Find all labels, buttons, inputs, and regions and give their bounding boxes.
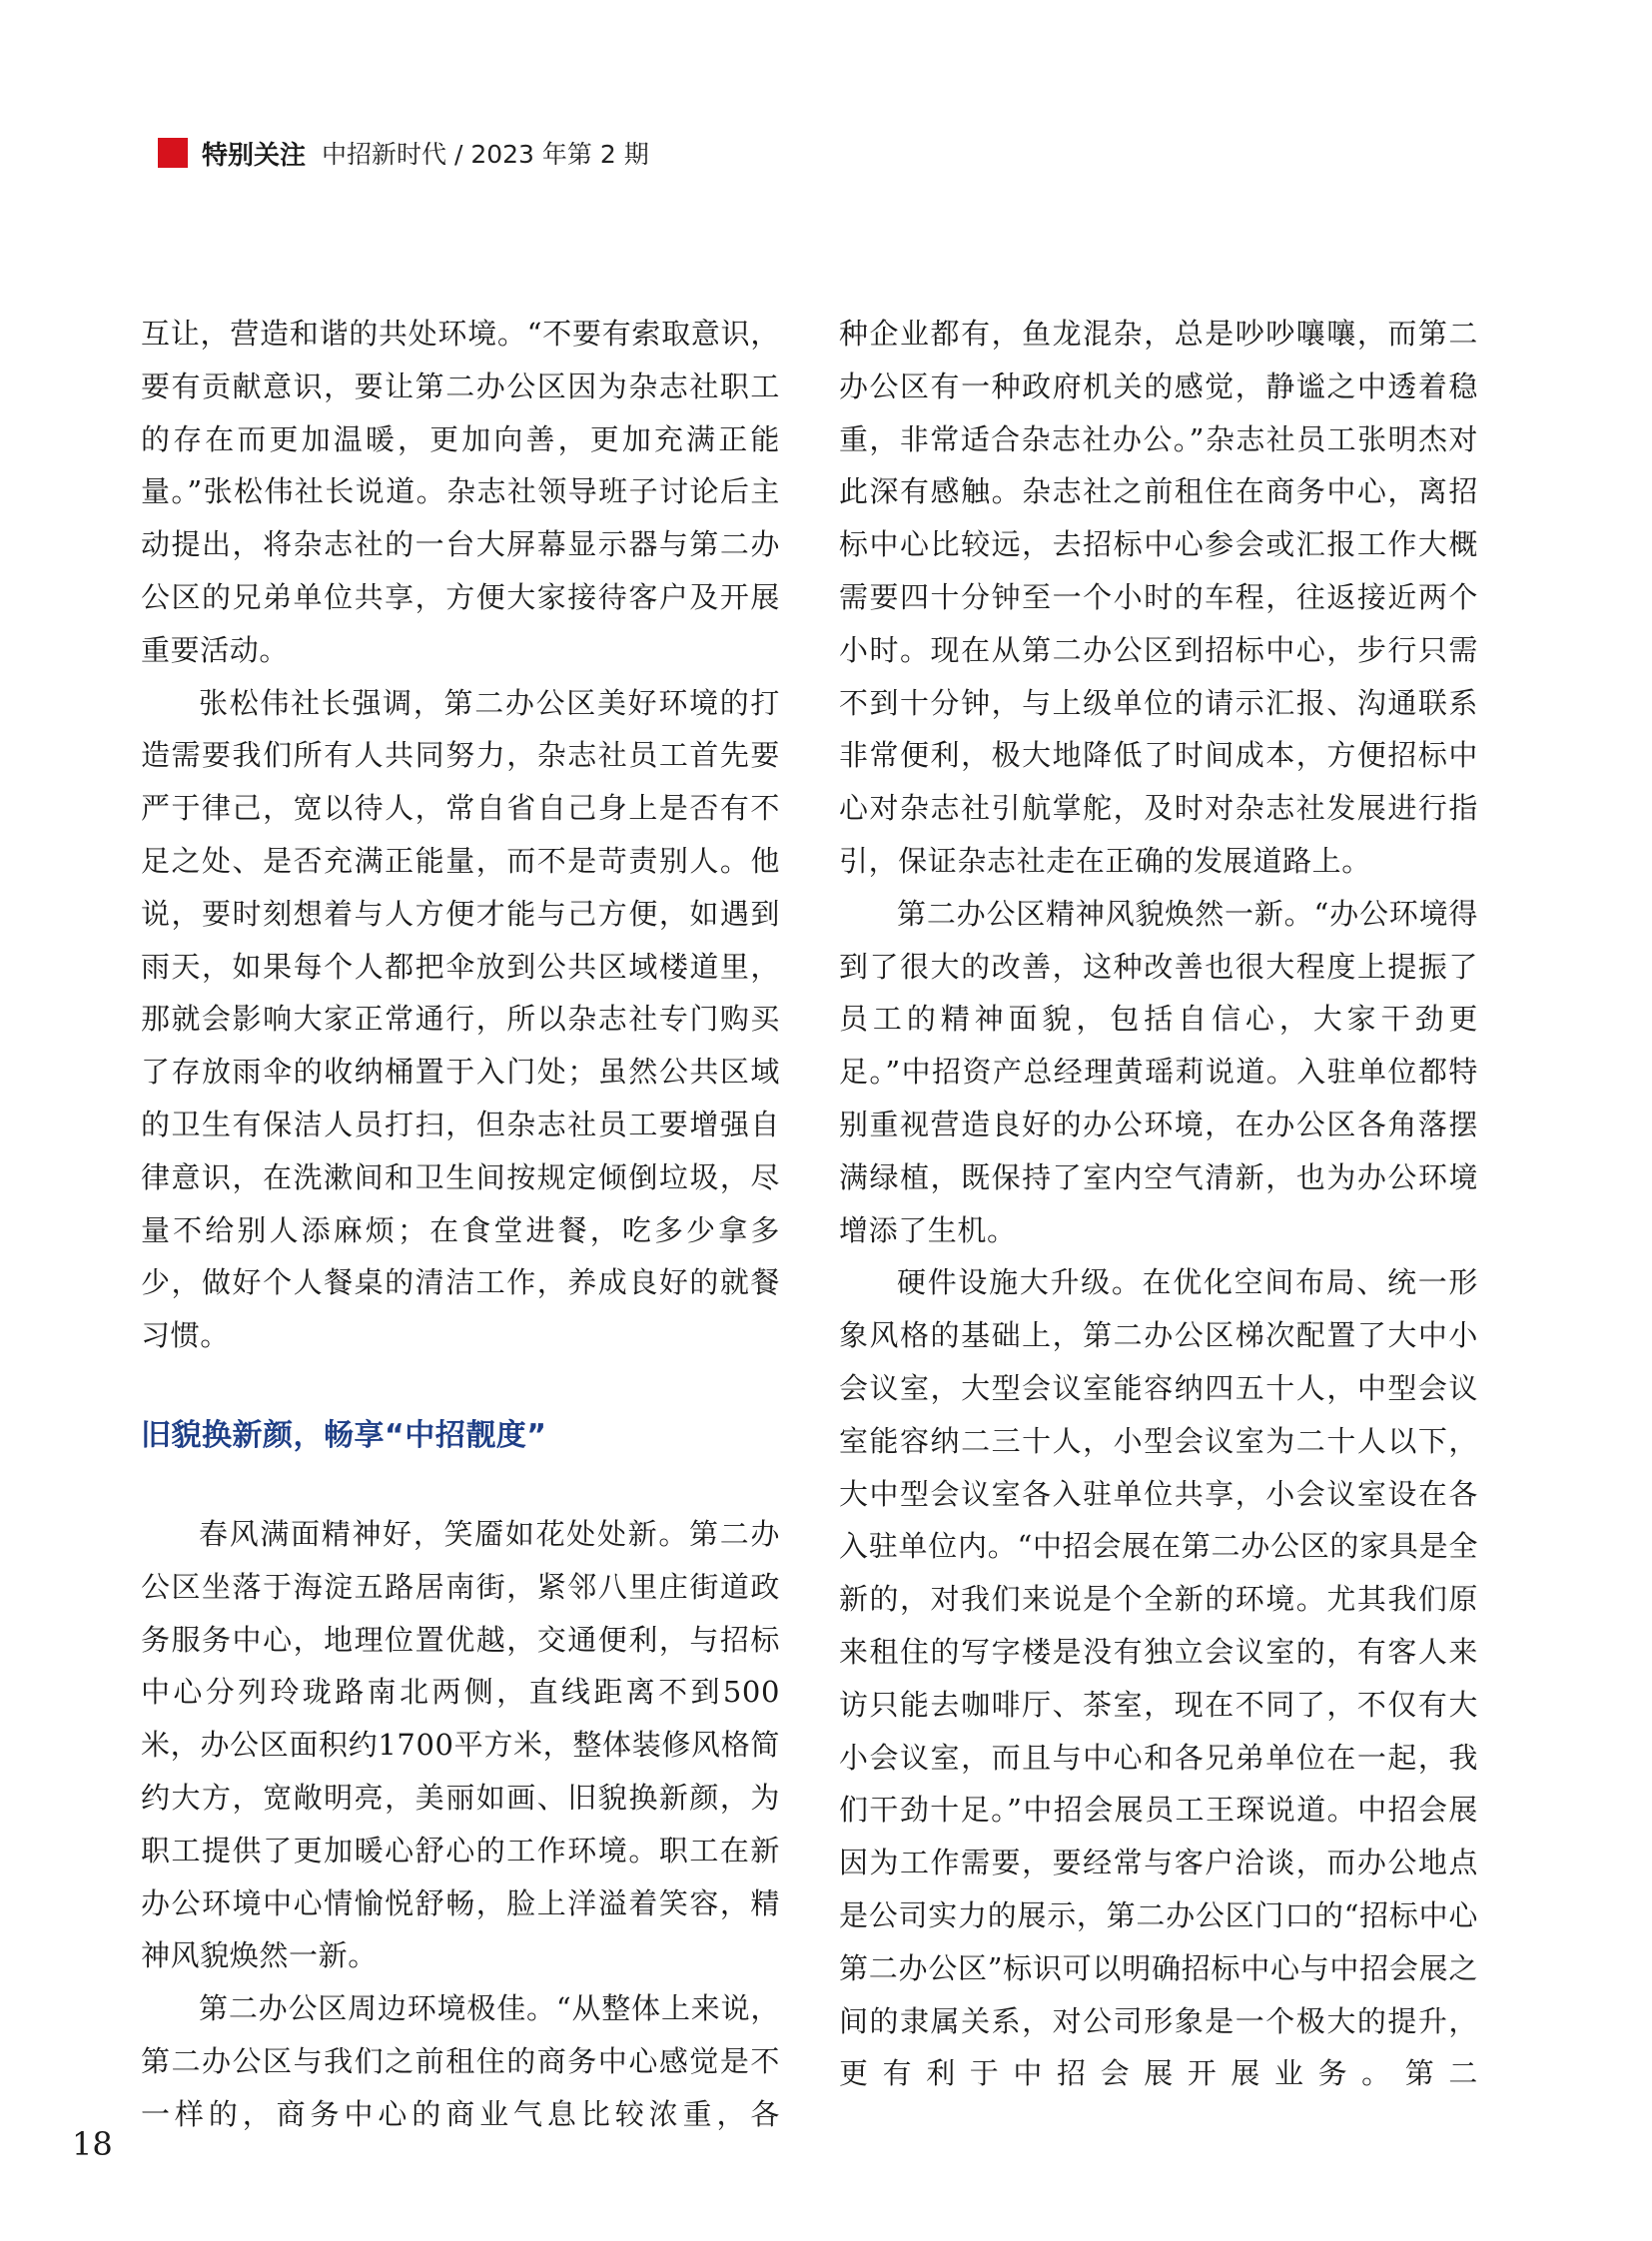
section-title: 特别关注 bbox=[202, 140, 307, 171]
section-marker-square bbox=[158, 138, 188, 168]
running-header bbox=[158, 136, 649, 170]
section-heading: 旧貌换新颜，畅享“中招靓度” bbox=[141, 1417, 547, 1453]
paragraph: 第二办公区周边环境极佳。“从整体上来说，第二办公区与我们之前租住的商务中心感觉是不一样的，商务中心的商业气息比较浓重，各 bbox=[141, 1991, 780, 2131]
paragraph: 春风满面精神好，笑靥如花处处新。第二办公区坐落于海淀五路居南街，紧邻八里庄街道政务服务中心，地理位置优越，交通便利，与招标中心分列玲珑路南北两侧，直线距离不到500米，办公区面积约1700平方米，整体装修风格简约大方，宽敞明亮，美丽如画、旧貌换新颜，为职工提供了更加暖心舒心的工作环境。职工在新办公环境中心情愉悦舒畅，脸上洋溢着笑容，精神风貌焕然一新。 bbox=[141, 1516, 780, 1973]
right-column bbox=[839, 308, 1478, 2100]
paragraph: 种企业都有，鱼龙混杂，总是吵吵嚷嚷，而第二办公区有一种政府机关的感觉，静谧之中透着稳重，非常适合杂志社办公。”杂志社员工张明杰对此深有感触。杂志社之前租住在商务中心，离招标中心比较远，去招标中心参会或汇报工作大概需要四十分钟至一个小时的车程，往返接近两个小时。现在从第二办公区到招标中心，步行只需不到十分钟，与上级单位的请示汇报、沟通联系非常便利，极大地降低了时间成本，方便招标中心对杂志社引航掌舵，及时对杂志社发展进行指引，保证杂志社走在正确的发展道路上。 bbox=[839, 317, 1478, 878]
paragraph: 张松伟社长强调，第二办公区美好环境的打造需要我们所有人共同努力，杂志社员工首先要严于律己，宽以待人，常自省自己身上是否有不足之处、是否充满正能量，而不是苛责别人。他说，要时刻想着与人方便才能与己方便，如遇到雨天，如果每个人都把伞放到公共区域楼道里，那就会影响大家正常通行，所以杂志社专门购买了存放雨伞的收纳桶置于入门处；虽然公共区域的卫生有保洁人员打扫，但杂志社员工要增强自律意识，在洗漱间和卫生间按规定倾倒垃圾，尽量不给别人添麻烦；在食堂进餐，吃多少拿多少，做好个人餐桌的清洁工作，养成良好的就餐习惯。 bbox=[141, 685, 780, 1353]
paragraph: 第二办公区精神风貌焕然一新。“办公环境得到了很大的改善，这种改善也很大程度上提振了员工的精神面貌，包括自信心，大家干劲更足。”中招资产总经理黄瑶莉说道。入驻单位都特别重视营造良好的办公环境，在办公区各角落摆满绿植，既保持了室内空气清新，也为办公环境增添了生机。 bbox=[839, 896, 1478, 1247]
left-column bbox=[141, 308, 780, 2141]
paragraph: 硬件设施大升级。在优化空间布局、统一形象风格的基础上，第二办公区梯次配置了大中小会议室，大型会议室能容纳四五十人，中型会议室能容纳二三十人，小型会议室为二十人以下，大中型会议室各入驻单位共享，小会议室设在各入驻单位内。“中招会展在第二办公区的家具是全新的，对我们来说是个全新的环境。尤其我们原来租住的写字楼是没有独立会议室的，有客人来访只能去咖啡厅、茶室，现在不同了，不仅有大小会议室，而且与中心和各兄弟单位在一起，我们干劲十足。”中招会展员工王琛说道。中招会展因为工作需要，要经常与客户洽谈，而办公地点是公司实力的展示，第二办公区门口的“招标中心第二办公区”标识可以明确招标中心与中招会展之间的隶属关系，对公司形象是一个极大的提升，更有利于中招会展开展业务。第二 bbox=[839, 1265, 1478, 2091]
journal-issue: 中招新时代 / 2023 年第 2 期 bbox=[322, 140, 649, 169]
page-number: 18 bbox=[72, 2125, 113, 2163]
paragraph: 互让，营造和谐的共处环境。“不要有索取意识，要有贡献意识，要让第二办公区因为杂志社职工的存在而更加温暖，更加向善，更加充满正能量。”张松伟社长说道。杂志社领导班子讨论后主动提出，将杂志社的一台大屏幕显示器与第二办公区的兄弟单位共享，方便大家接待客户及开展重要活动。 bbox=[141, 317, 780, 667]
